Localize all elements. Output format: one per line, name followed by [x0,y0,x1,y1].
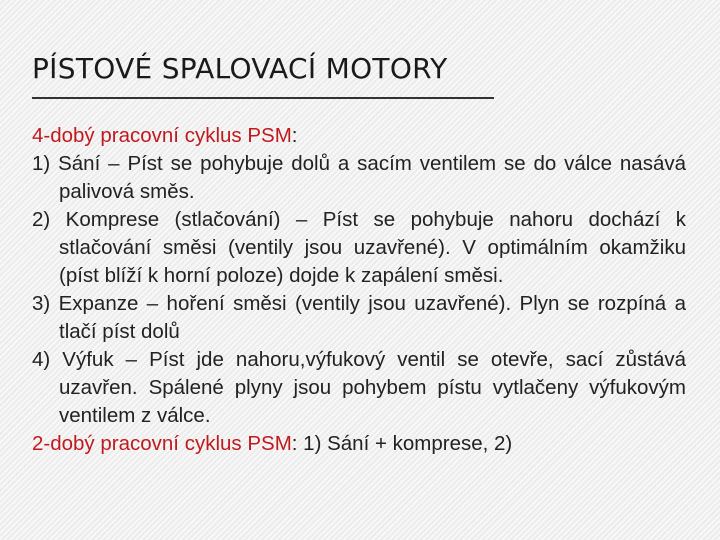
title-underline [32,97,494,99]
four-stroke-heading-colon: : [291,124,298,147]
two-stroke-line [32,430,686,458]
four-stroke-heading-line [32,122,686,150]
two-stroke-text: : 1) Sání + komprese, 2) [291,432,513,455]
four-stroke-step-intake: 1) Sání – Píst se pohybuje dolů a sacím ventilem se do válce nasává palivová směs. [32,152,686,203]
four-stroke-step-compression: 2) Komprese (stlačování) – Píst se pohybuje nahoru dochází k stlačování směsi (ventily jsou uzavřené). V optimálním okamžiku (píst blíží k horní poloze) dojde k zapálení směsi. [32,208,686,287]
slide-title: PÍSTOVÉ SPALOVACÍ MOTORY [32,52,448,85]
four-stroke-step-expansion: 3) Expanze – hoření směsi (ventily jsou uzavřené). Plyn se rozpíná a tlačí píst dolů [32,292,686,343]
slide-content [32,122,686,458]
two-stroke-heading: 2-dobý pracovní cyklus PSM [32,432,292,455]
four-stroke-heading: 4-dobý pracovní cyklus PSM [32,124,292,147]
four-stroke-step-exhaust: 4) Výfuk – Píst jde nahoru,výfukový ventil se otevře, sací zůstává uzavřen. Spálené plyny jsou pohybem pístu vytlačeny výfukovým ventilem z válce. [32,348,686,427]
